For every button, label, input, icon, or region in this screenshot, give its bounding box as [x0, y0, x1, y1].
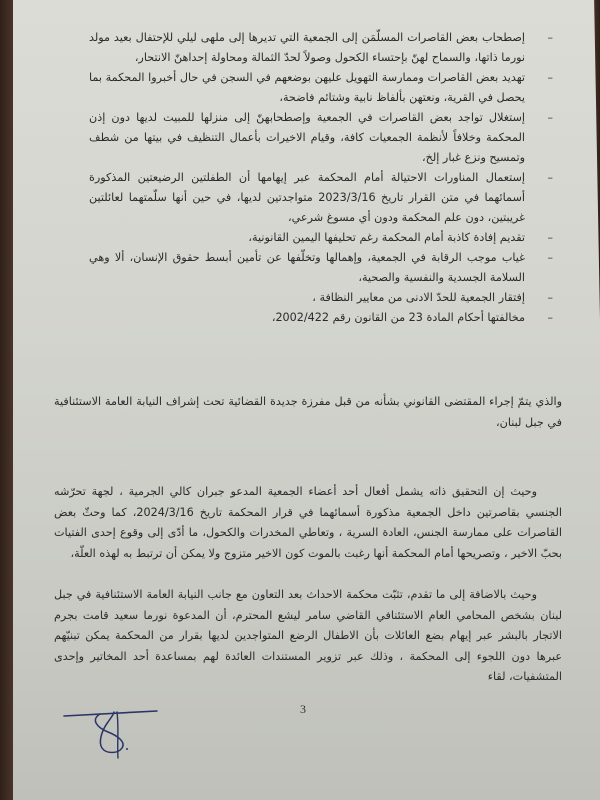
list-item-text: إفتقار الجمعية للحدّ الادنى من معايير النظافة ، — [312, 291, 525, 304]
list-item — [89, 68, 553, 108]
bullet-dash: – — [547, 171, 553, 184]
bullet-dash: – — [547, 111, 553, 124]
list-item-text: تقديم إفادة كاذبة أمام المحكمة رغم تحليفها اليمين القانونية، — [248, 231, 525, 244]
violations-list — [89, 28, 553, 328]
list-item-text: غياب موجب الرقابة في الجمعية، وإهمالها وتخلّفها عن تأمين أبسط حقوق الإنسان، ألا وهي السلامة الجسدية والنفسية والصحية، — [89, 251, 525, 284]
list-item-text: مخالفتها أحكام المادة 23 من القانون رقم 2002/422، — [271, 311, 525, 324]
list-item — [89, 108, 553, 168]
signature-icon — [62, 708, 172, 768]
page-number: 3 — [300, 702, 306, 716]
list-item — [89, 28, 553, 68]
list-item-text: إستغلال تواجد بعض القاصرات في الجمعية وإصطحابهنّ إلى منزلها للمبيت لديها دون إذن المحكمة وخلافاً لأنظمة الجمعيات كافة، وقيام الاخيرات بأعمال التنظيف في بيتها من شطف وتمسيح ونزع غبار إلخ، — [89, 111, 525, 164]
list-item-text: إصطحاب بعض القاصرات المسلّمَن إلى الجمعية التي تديرها إلى ملهى ليلي للإحتفال بعيد مولد نورما ذاتها، والسماح لهنّ بإحتساء الكحول وصولاً لحدّ الثمالة ومحاولة إحداهنّ الانتحار، — [89, 31, 525, 64]
list-item-text: تهديد بعض القاصرات وممارسة التهويل عليهن بوضعهم في السجن في حال أخبروا المحكمة بما يحصل في القرية، ونعتهن بألفاظ نابية وشتائم فاضحة، — [89, 71, 525, 104]
bullet-dash: – — [547, 251, 553, 264]
bullet-dash: – — [547, 71, 553, 84]
paragraph-trafficking: وحيث بالاضافة إلى ما تقدم، تثبّت محكمة الاحداث بعد التعاون مع جانب النيابة العامة الاستئنافية في جبل لبنان بشخص المحامي العام الاستئنافي القاضي سامر ليشع المحترم، أن المدعوة نورما سعيد قامت بجرم الاتجار بالبشر عبر إيهام بضع العائلات بأن الاطفال الرضع المتواجدين لديها بقرار من المحكمة يمكن تبنيّهم عبرها دون اللجوء إلى المحكمة ، وذلك عبر تزوير المستندات العائدة لهم بمساعدة أحد المخاتير وإحدى المتشفيات، لقاء — [54, 588, 562, 683]
bullet-dash: – — [547, 31, 553, 44]
list-item — [89, 228, 553, 248]
bullet-dash: – — [547, 291, 553, 304]
bullet-dash: – — [547, 231, 553, 244]
bullet-dash: – — [547, 311, 553, 324]
list-item — [89, 308, 553, 328]
list-item — [89, 248, 553, 288]
list-item — [89, 288, 553, 308]
list-item — [89, 168, 553, 228]
list-item-text: إستعمال المناورات الاحتيالة أمام المحكمة عبر إيهامها أن الطفلتين الرضيعتين المذكورة أسمائهما في متن القرار تاريخ 2023/3/16 متواجدتين لديها، في حين أنها سلّمتهما لعائلتين غريبتين، دون علم المحكمة ودون أي مسوغ شرعي، — [89, 171, 525, 224]
paragraph-member-acts: وحيث إن التحقيق ذاته يشمل أفعال أحد أعضاء الجمعية المدعو جبران كالي الجرمية ، لجهة تحرّشه الجنسي بقاصرتين داخل الجمعية مذكورة أسمائهما في قرار المحكمة تاريخ 2024/3/16، كما وحثّ بعض القاصرات على ممارسة الجنس، العادة السرية ، وتعاطي المخدرات والكحول، ما أدّى إلى وقوع إحدى الفتيات بحبّ الاخير ، وتصريحها أمام المحكمة أنها رغبت بالموت كون الاخير متزوج ولا يمكن أن ترتبط به لهذه العلّة، — [54, 485, 562, 560]
paragraph-investigation: والذي يتمّ إجراء المقتضى القانوني بشأنه من قبل مفرزة جديدة القضائية تحت إشراف النيابة العامة الاستئنافية في جبل لبنان، — [54, 395, 562, 429]
